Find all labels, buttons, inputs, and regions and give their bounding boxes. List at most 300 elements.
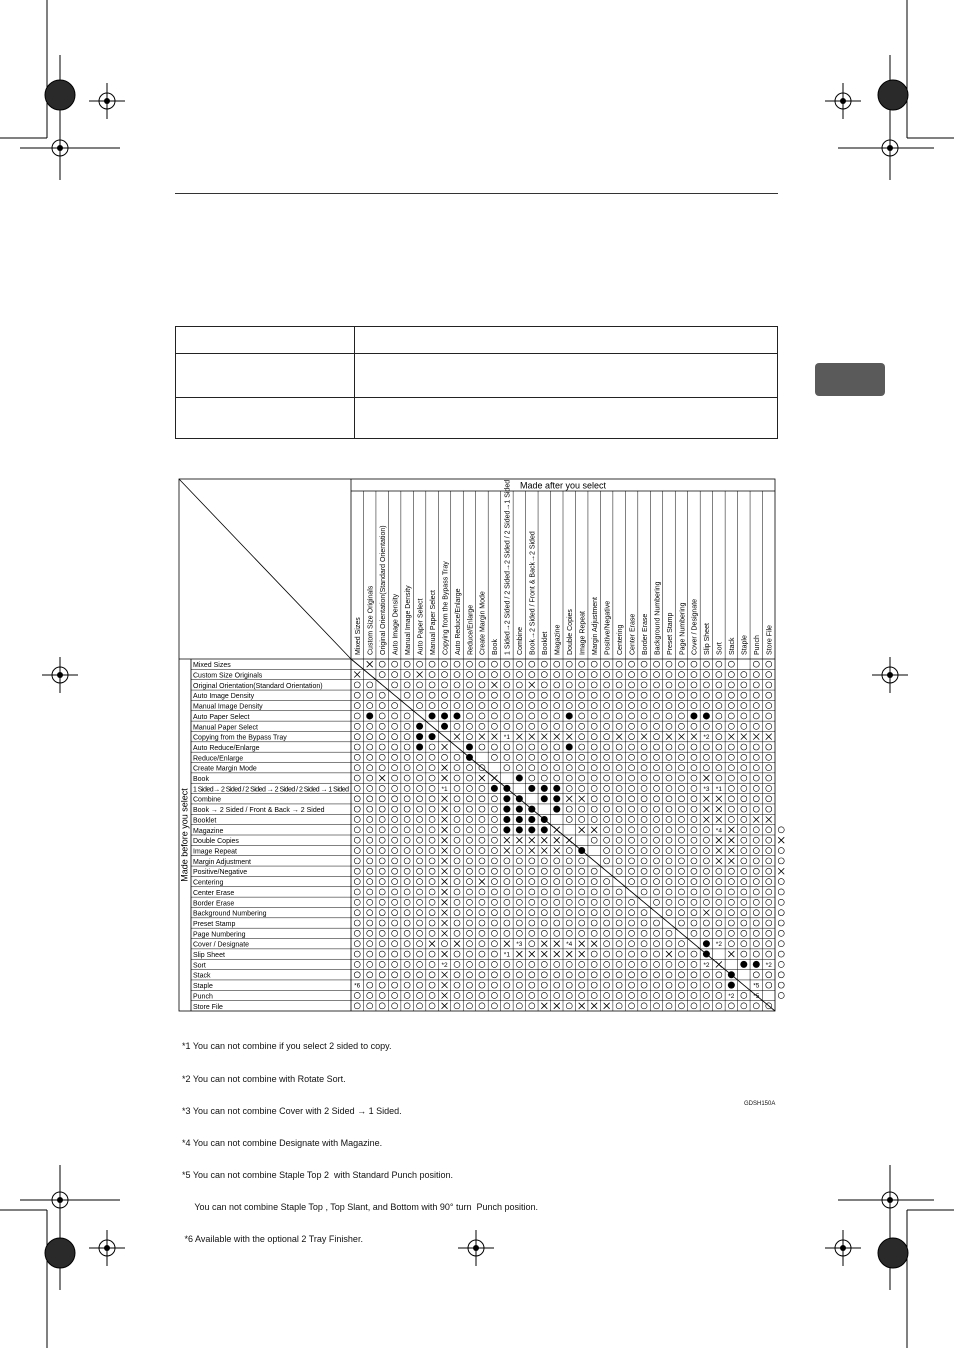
compatible-mark — [379, 910, 385, 916]
compatible-mark — [479, 889, 485, 895]
compatible-mark — [379, 848, 385, 854]
compatible-mark — [654, 672, 660, 678]
compatible-mark — [354, 899, 360, 905]
compatible-mark — [379, 992, 385, 998]
compatible-mark — [703, 672, 709, 678]
incompatible-mark — [554, 951, 560, 957]
compatible-mark — [703, 848, 709, 854]
compatible-mark — [367, 982, 373, 988]
compatible-mark — [654, 754, 660, 760]
compatible-mark — [417, 754, 423, 760]
incompatible-mark — [716, 806, 722, 812]
compatible-mark — [741, 816, 747, 822]
compatible-mark — [716, 982, 722, 988]
compatible-mark — [504, 879, 510, 885]
compatible-mark — [516, 765, 522, 771]
compatible-mark — [354, 879, 360, 885]
compatible-mark — [354, 754, 360, 760]
priority-mark — [541, 816, 548, 823]
compatible-mark — [404, 744, 410, 750]
compatible-mark — [604, 961, 610, 967]
compatible-mark — [367, 744, 373, 750]
compatible-mark — [579, 816, 585, 822]
compatible-mark — [379, 816, 385, 822]
note-mark: *1 — [503, 734, 510, 742]
compatible-mark — [367, 837, 373, 843]
column-label: Punch — [754, 635, 762, 655]
incompatible-mark — [591, 827, 597, 833]
compatible-mark — [666, 848, 672, 854]
compatible-mark — [454, 703, 460, 709]
compatible-mark — [354, 692, 360, 698]
compatible-mark — [641, 858, 647, 864]
row-label: Background Numbering — [193, 910, 267, 918]
compatible-mark — [367, 703, 373, 709]
compatible-mark — [491, 692, 497, 698]
compatible-mark — [616, 868, 622, 874]
compatible-mark — [741, 796, 747, 802]
compatible-mark — [404, 920, 410, 926]
compatible-mark — [404, 682, 410, 688]
compatible-mark — [604, 848, 610, 854]
compatible-mark — [591, 951, 597, 957]
compatible-mark — [591, 754, 597, 760]
incompatible-mark — [678, 734, 684, 740]
compatible-mark — [417, 899, 423, 905]
compatible-mark — [429, 930, 435, 936]
compatible-mark — [442, 941, 448, 947]
compatible-mark — [703, 992, 709, 998]
column-label: Preset Stamp — [666, 612, 674, 655]
priority-mark — [703, 951, 710, 958]
compatible-mark — [454, 879, 460, 885]
compatible-mark — [766, 868, 772, 874]
compatible-mark — [367, 899, 373, 905]
compatible-mark — [616, 672, 622, 678]
row-label: Book → 2 Sided / Front & Back → 2 Sided — [193, 807, 325, 815]
compatible-mark — [417, 972, 423, 978]
compatible-mark — [629, 972, 635, 978]
compatible-mark — [554, 920, 560, 926]
compatible-mark — [367, 941, 373, 947]
incompatible-mark — [604, 1003, 610, 1009]
priority-mark — [528, 806, 535, 813]
compatible-mark — [379, 734, 385, 740]
compatible-mark — [666, 661, 672, 667]
incompatible-mark — [616, 734, 622, 740]
compatible-mark — [404, 972, 410, 978]
compatible-mark — [479, 744, 485, 750]
compatible-mark — [691, 982, 697, 988]
compatible-mark — [666, 744, 672, 750]
compatible-mark — [354, 775, 360, 781]
compatible-mark — [629, 910, 635, 916]
column-label: Stack — [729, 637, 737, 655]
row-label: Sort — [193, 962, 206, 970]
incompatible-mark — [716, 961, 722, 967]
compatible-mark — [666, 703, 672, 709]
compatible-mark — [566, 879, 572, 885]
compatible-mark — [753, 785, 759, 791]
compatible-mark — [591, 672, 597, 678]
compatible-mark — [591, 775, 597, 781]
compatible-mark — [479, 661, 485, 667]
compatible-mark — [504, 672, 510, 678]
priority-mark — [416, 733, 423, 740]
compatible-mark — [604, 930, 610, 936]
compatible-mark — [591, 682, 597, 688]
incompatible-mark — [442, 744, 448, 750]
compatible-mark — [454, 661, 460, 667]
compatible-mark — [516, 703, 522, 709]
compatible-mark — [529, 775, 535, 781]
compatible-mark — [678, 972, 684, 978]
compatible-mark — [379, 672, 385, 678]
compatible-mark — [716, 692, 722, 698]
compatible-mark — [741, 992, 747, 998]
incompatible-mark — [417, 672, 423, 678]
compatible-mark — [629, 806, 635, 812]
compatible-mark — [529, 930, 535, 936]
incompatible-mark — [454, 941, 460, 947]
compatible-mark — [541, 672, 547, 678]
compatible-mark — [741, 703, 747, 709]
compatible-mark — [691, 723, 697, 729]
row-label: Staple — [193, 983, 213, 991]
compatible-mark — [442, 754, 448, 760]
compatible-mark — [367, 868, 373, 874]
compatible-mark — [678, 661, 684, 667]
incompatible-mark — [442, 1003, 448, 1009]
compatible-mark — [766, 951, 772, 957]
incompatible-mark — [766, 816, 772, 822]
incompatible-mark — [579, 796, 585, 802]
compatible-mark — [616, 754, 622, 760]
incompatible-mark — [491, 734, 497, 740]
compatible-mark — [566, 723, 572, 729]
compatible-mark — [753, 941, 759, 947]
compatible-mark — [566, 848, 572, 854]
compatible-mark — [541, 661, 547, 667]
compatible-mark — [491, 858, 497, 864]
compatible-mark — [591, 785, 597, 791]
compatible-mark — [429, 961, 435, 967]
compatible-mark — [716, 765, 722, 771]
compatible-mark — [529, 879, 535, 885]
column-label: Staple — [741, 635, 749, 655]
compatible-mark — [541, 930, 547, 936]
row-label: Positive/Negative — [193, 869, 248, 877]
compatible-mark — [741, 827, 747, 833]
compatible-mark — [678, 765, 684, 771]
compatible-mark — [379, 796, 385, 802]
compatible-mark — [379, 744, 385, 750]
compatible-mark — [629, 837, 635, 843]
compatible-mark — [392, 661, 398, 667]
compatible-mark — [753, 806, 759, 812]
incompatible-mark — [579, 1003, 585, 1009]
compatible-mark — [666, 930, 672, 936]
compatible-mark — [429, 816, 435, 822]
compatible-mark — [716, 868, 722, 874]
incompatible-mark — [666, 951, 672, 957]
compatible-mark — [616, 692, 622, 698]
compatible-mark — [616, 765, 622, 771]
compatible-mark — [417, 961, 423, 967]
compatible-mark — [666, 992, 672, 998]
compatible-mark — [566, 910, 572, 916]
compatible-mark — [629, 899, 635, 905]
compatible-mark — [367, 754, 373, 760]
incompatible-mark — [491, 775, 497, 781]
compatible-mark — [392, 806, 398, 812]
compatible-mark — [454, 858, 460, 864]
priority-mark — [416, 723, 423, 730]
compatible-mark — [541, 992, 547, 998]
compatible-mark — [454, 982, 460, 988]
compatible-mark — [504, 713, 510, 719]
compatible-mark — [566, 858, 572, 864]
compatible-mark — [442, 661, 448, 667]
compatible-mark — [703, 899, 709, 905]
column-label: Combine — [517, 626, 525, 655]
row-label: Copying from the Bypass Tray — [193, 734, 287, 742]
compatible-mark — [766, 672, 772, 678]
compatible-mark — [429, 837, 435, 843]
compatible-mark — [716, 744, 722, 750]
compatible-mark — [753, 703, 759, 709]
compatible-mark — [591, 910, 597, 916]
compatible-mark — [466, 837, 472, 843]
compatible-mark — [417, 837, 423, 843]
column-label: Custom Size Originals — [367, 585, 375, 655]
compatible-mark — [691, 661, 697, 667]
compatible-mark — [404, 992, 410, 998]
compatible-mark — [778, 848, 784, 854]
compatible-mark — [354, 816, 360, 822]
incompatible-mark — [442, 879, 448, 885]
priority-mark — [441, 712, 448, 719]
compatible-mark — [429, 951, 435, 957]
compatible-mark — [392, 734, 398, 740]
compatible-mark — [429, 703, 435, 709]
compatible-mark — [654, 723, 660, 729]
compatible-mark — [753, 672, 759, 678]
compatible-mark — [554, 775, 560, 781]
row-label: Combine — [193, 796, 222, 804]
compatible-mark — [691, 806, 697, 812]
compatible-mark — [641, 920, 647, 926]
incompatible-mark — [554, 827, 560, 833]
compatible-mark — [579, 982, 585, 988]
compatible-mark — [504, 982, 510, 988]
compatible-mark — [641, 754, 647, 760]
compatible-mark — [392, 920, 398, 926]
compatible-mark — [666, 765, 672, 771]
compatible-mark — [641, 703, 647, 709]
compatible-mark — [529, 723, 535, 729]
compatible-mark — [641, 982, 647, 988]
compatible-mark — [367, 889, 373, 895]
compatible-mark — [516, 692, 522, 698]
compatible-mark — [566, 816, 572, 822]
incompatible-mark — [504, 837, 510, 843]
compatible-mark — [629, 672, 635, 678]
row-label: Border Erase — [193, 900, 235, 908]
priority-mark — [703, 712, 710, 719]
compatible-mark — [442, 692, 448, 698]
incompatible-mark — [529, 848, 535, 854]
compatible-mark — [678, 951, 684, 957]
compatible-mark — [529, 661, 535, 667]
compatible-mark — [454, 868, 460, 874]
compatible-mark — [691, 961, 697, 967]
row-label: 1 Sided→ 2 Sided / 2 Sided → 2 Sided / 2 Sided → 1 Sided — [193, 786, 350, 794]
compatible-mark — [616, 816, 622, 822]
compatible-mark — [417, 703, 423, 709]
compatible-mark — [429, 879, 435, 885]
compatible-mark — [666, 941, 672, 947]
compatible-mark — [778, 972, 784, 978]
priority-mark — [503, 795, 510, 802]
incompatible-mark — [554, 734, 560, 740]
compatible-mark — [728, 1003, 734, 1009]
compatible-mark — [654, 703, 660, 709]
compatible-mark — [766, 837, 772, 843]
compatible-mark — [641, 785, 647, 791]
compatible-mark — [678, 744, 684, 750]
compatible-mark — [429, 775, 435, 781]
compatible-mark — [728, 910, 734, 916]
compatible-mark — [429, 972, 435, 978]
compatible-mark — [766, 754, 772, 760]
compatible-mark — [591, 713, 597, 719]
compatible-mark — [741, 910, 747, 916]
compatible-mark — [641, 889, 647, 895]
incompatible-mark — [442, 827, 448, 833]
compatible-mark — [429, 920, 435, 926]
compatible-mark — [479, 858, 485, 864]
compatible-mark — [678, 868, 684, 874]
compatible-mark — [466, 765, 472, 771]
compatible-mark — [716, 775, 722, 781]
compatible-mark — [753, 713, 759, 719]
compatible-mark — [516, 868, 522, 874]
compatible-mark — [516, 910, 522, 916]
row-label: Manual Paper Select — [193, 724, 258, 732]
compatible-mark — [566, 661, 572, 667]
footnote: *3 You can not combine Cover with 2 Sided → 1 Sided. — [182, 1105, 402, 1116]
compatible-mark — [379, 1003, 385, 1009]
compatible-mark — [417, 692, 423, 698]
column-label: Auto Reduce/Enlarge — [454, 588, 462, 655]
compatible-mark — [541, 982, 547, 988]
compatible-mark — [766, 806, 772, 812]
compatible-mark — [579, 744, 585, 750]
compatible-mark — [504, 1003, 510, 1009]
compatible-mark — [691, 765, 697, 771]
compatible-mark — [741, 920, 747, 926]
incompatible-mark — [529, 951, 535, 957]
compatible-mark — [454, 806, 460, 812]
note-mark: *3 — [516, 941, 523, 949]
compatible-mark — [703, 827, 709, 833]
compatible-mark — [554, 930, 560, 936]
compatible-mark — [629, 734, 635, 740]
incompatible-mark — [716, 796, 722, 802]
compatible-mark — [728, 930, 734, 936]
priority-mark — [541, 785, 548, 792]
compatible-mark — [404, 951, 410, 957]
compatible-mark — [479, 930, 485, 936]
column-label: Store File — [766, 625, 774, 655]
incompatible-mark — [728, 858, 734, 864]
compatible-mark — [529, 920, 535, 926]
compatible-mark — [629, 682, 635, 688]
compatible-mark — [579, 672, 585, 678]
compatible-mark — [766, 723, 772, 729]
compatible-mark — [367, 992, 373, 998]
compatible-mark — [454, 930, 460, 936]
compatible-mark — [454, 754, 460, 760]
compatible-mark — [454, 827, 460, 833]
compatible-mark — [591, 982, 597, 988]
compatible-mark — [641, 661, 647, 667]
compatible-mark — [591, 692, 597, 698]
column-label: Background Numbering — [654, 581, 662, 655]
compatible-mark — [466, 879, 472, 885]
compatible-mark — [616, 806, 622, 812]
compatible-mark — [541, 692, 547, 698]
compatible-mark — [666, 672, 672, 678]
compatible-mark — [491, 868, 497, 874]
compatible-mark — [641, 827, 647, 833]
compatible-mark — [404, 848, 410, 854]
priority-mark — [553, 806, 560, 813]
compatible-mark — [491, 1003, 497, 1009]
compatible-mark — [728, 920, 734, 926]
compatible-mark — [466, 723, 472, 729]
compatible-mark — [454, 910, 460, 916]
compatible-mark — [479, 961, 485, 967]
compatible-mark — [529, 744, 535, 750]
compatible-mark — [591, 723, 597, 729]
incompatible-mark — [591, 941, 597, 947]
compatible-mark — [591, 661, 597, 667]
compatible-mark — [629, 941, 635, 947]
compatible-mark — [392, 930, 398, 936]
compatible-mark — [641, 682, 647, 688]
compatible-mark — [691, 930, 697, 936]
compatible-mark — [616, 941, 622, 947]
column-label: Border Erase — [641, 613, 649, 655]
compatible-mark — [654, 765, 660, 771]
compatible-mark — [516, 858, 522, 864]
compatible-mark — [566, 982, 572, 988]
incompatible-mark — [442, 972, 448, 978]
compatible-mark — [629, 775, 635, 781]
compatible-mark — [703, 920, 709, 926]
compatible-mark — [491, 723, 497, 729]
compatible-mark — [566, 920, 572, 926]
compatible-mark — [629, 827, 635, 833]
compatible-mark — [566, 806, 572, 812]
compatible-mark — [703, 982, 709, 988]
compatible-mark — [404, 1003, 410, 1009]
compatible-mark — [654, 806, 660, 812]
column-label: Image Repeat — [579, 611, 587, 655]
compatible-mark — [354, 858, 360, 864]
